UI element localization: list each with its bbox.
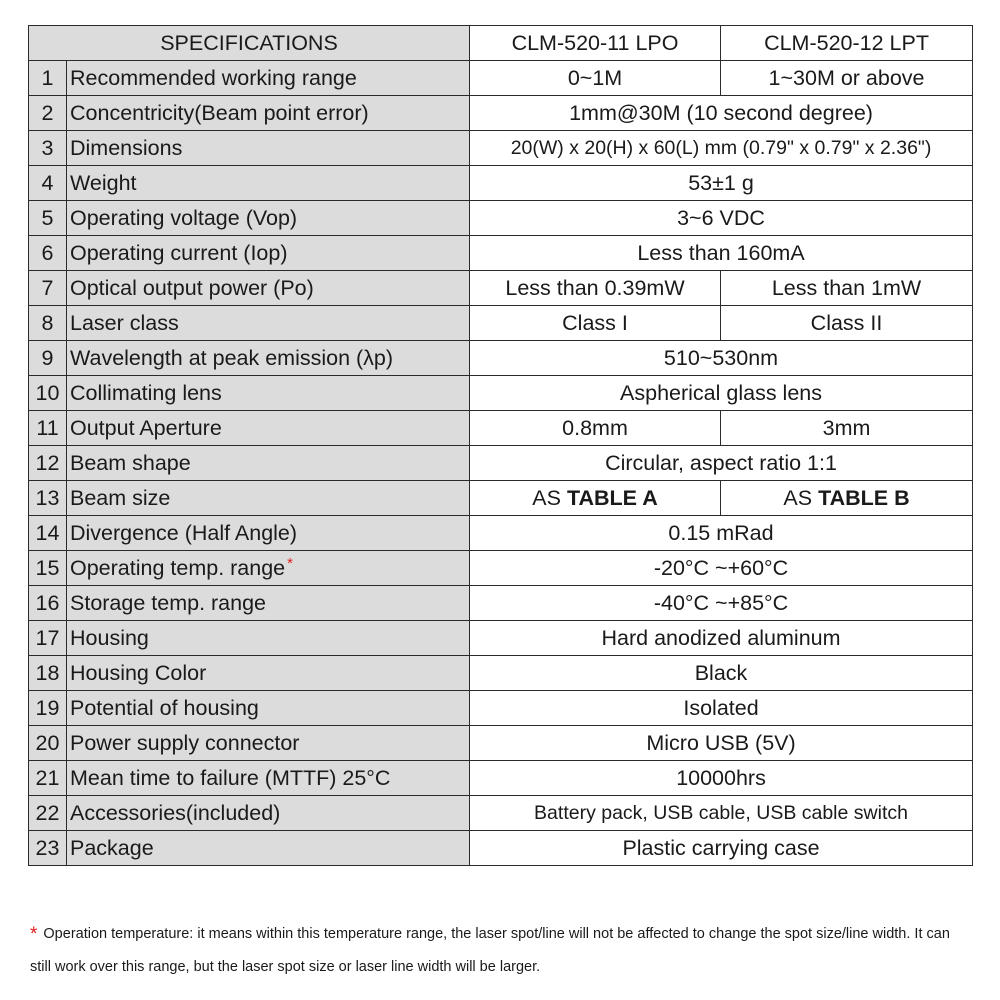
- row-number: 8: [29, 306, 67, 341]
- spec-label-text: Accessories(included): [70, 800, 281, 825]
- spec-value: 10000hrs: [470, 761, 973, 796]
- spec-label: [67, 271, 470, 306]
- spec-label-text: Power supply connector: [70, 730, 300, 755]
- spec-label-text: Divergence (Half Angle): [70, 520, 298, 545]
- spec-value: -40°C ~+85°C: [470, 586, 973, 621]
- row-number: 10: [29, 376, 67, 411]
- spec-row: [29, 166, 973, 201]
- row-number: 20: [29, 726, 67, 761]
- spec-label: [67, 166, 470, 201]
- spec-row: [29, 236, 973, 271]
- row-number: 3: [29, 131, 67, 166]
- spec-value-model-a: Less than 0.39mW: [470, 271, 721, 306]
- spec-label: [67, 586, 470, 621]
- spec-value-model-a: 0.8mm: [470, 411, 721, 446]
- row-number: 22: [29, 796, 67, 831]
- spec-row: [29, 726, 973, 761]
- footnote-text: Operation temperature: it means within this temperature range, the laser spot/line will not be affected to change the spot size/line width. It can still work over this range, but the laser spot size or laser line width will be larger.: [30, 926, 950, 975]
- spec-row: [29, 516, 973, 551]
- spec-value-prefix: AS: [783, 485, 813, 510]
- spec-value: -20°C ~+60°C: [470, 551, 973, 586]
- row-number: 23: [29, 831, 67, 866]
- row-number: 1: [29, 61, 67, 96]
- row-number: 6: [29, 236, 67, 271]
- spec-label: [67, 96, 470, 131]
- spec-label: [67, 201, 470, 236]
- spec-value: Plastic carrying case: [470, 831, 973, 866]
- spec-label: [67, 306, 470, 341]
- row-number: 17: [29, 621, 67, 656]
- spec-value-model-a: 0~1M: [470, 61, 721, 96]
- spec-label-text: Optical output power (Po): [70, 275, 314, 300]
- spec-label: [67, 236, 470, 271]
- spec-row: [29, 411, 973, 446]
- spec-row: [29, 201, 973, 236]
- header-row: [29, 26, 973, 61]
- row-number: 19: [29, 691, 67, 726]
- spec-row: [29, 761, 973, 796]
- spec-label: [67, 446, 470, 481]
- spec-row: [29, 341, 973, 376]
- footnote: [30, 918, 970, 983]
- spec-value: Black: [470, 656, 973, 691]
- footnote-star: *: [30, 924, 38, 945]
- spec-row: [29, 481, 973, 516]
- spec-label-text: Housing Color: [70, 660, 207, 685]
- spec-label-text: Storage temp. range: [70, 590, 267, 615]
- spec-value: 0.15 mRad: [470, 516, 973, 551]
- spec-row: [29, 551, 973, 586]
- spec-row: [29, 656, 973, 691]
- row-number: 13: [29, 481, 67, 516]
- spec-value: Isolated: [470, 691, 973, 726]
- spec-label-text: Operating temp. range: [70, 556, 286, 580]
- specifications-table: [28, 25, 973, 866]
- spec-label: [67, 341, 470, 376]
- spec-row: [29, 131, 973, 166]
- spec-value: 53±1 g: [470, 166, 973, 201]
- footnote-marker: *: [287, 555, 293, 572]
- spec-value-model-b: [721, 481, 973, 516]
- spec-value: Aspherical glass lens: [470, 376, 973, 411]
- spec-label: [67, 376, 470, 411]
- model-a-header: CLM-520-11 LPO: [470, 26, 721, 61]
- spec-label-text: Potential of housing: [70, 695, 259, 720]
- row-number: 4: [29, 166, 67, 201]
- spec-label: [67, 656, 470, 691]
- spec-label: [67, 61, 470, 96]
- spec-value-model-b: 3mm: [721, 411, 973, 446]
- spec-label-text: Collimating lens: [70, 380, 222, 405]
- spec-row: [29, 96, 973, 131]
- spec-value: 1mm@30M (10 second degree): [470, 96, 973, 131]
- spec-row: [29, 621, 973, 656]
- spec-value-model-b: Less than 1mW: [721, 271, 973, 306]
- spec-label-text: Operating current (Iop): [70, 240, 288, 265]
- spec-row: [29, 586, 973, 621]
- row-number: 15: [29, 551, 67, 586]
- spec-value-model-b: Class II: [721, 306, 973, 341]
- spec-label-text: Laser class: [70, 310, 179, 335]
- spec-value: Micro USB (5V): [470, 726, 973, 761]
- row-number: 5: [29, 201, 67, 236]
- spec-row: [29, 691, 973, 726]
- row-number: 21: [29, 761, 67, 796]
- spec-value: 3~6 VDC: [470, 201, 973, 236]
- spec-label-text: Weight: [70, 170, 137, 195]
- spec-value: 510~530nm: [470, 341, 973, 376]
- row-number: 14: [29, 516, 67, 551]
- spec-value: Hard anodized aluminum: [470, 621, 973, 656]
- spec-value-model-a: [470, 481, 721, 516]
- spec-label-text: Housing: [70, 625, 149, 650]
- spec-value-table-ref: TABLE A: [566, 485, 658, 510]
- spec-label-text: Concentricity(Beam point error): [70, 100, 369, 125]
- spec-row: [29, 271, 973, 306]
- spec-label-text: Wavelength at peak emission (λp): [70, 345, 394, 370]
- spec-value: Battery pack, USB cable, USB cable switch: [470, 796, 973, 831]
- row-number: 16: [29, 586, 67, 621]
- spec-label-text: Beam size: [70, 485, 171, 510]
- spec-label: [67, 131, 470, 166]
- spec-label-text: Package: [70, 835, 154, 860]
- spec-label: [67, 726, 470, 761]
- spec-value-model-a: Class I: [470, 306, 721, 341]
- spec-row: [29, 831, 973, 866]
- row-number: 7: [29, 271, 67, 306]
- spec-row: [29, 376, 973, 411]
- spec-row: [29, 446, 973, 481]
- spec-label-text: Output Aperture: [70, 415, 222, 440]
- spec-value: Less than 160mA: [470, 236, 973, 271]
- spec-label: [67, 551, 470, 586]
- row-number: 11: [29, 411, 67, 446]
- spec-label: [67, 831, 470, 866]
- spec-label: [67, 621, 470, 656]
- spec-label: [67, 691, 470, 726]
- specifications-header: SPECIFICATIONS: [29, 26, 470, 61]
- spec-label: [67, 481, 470, 516]
- row-number: 18: [29, 656, 67, 691]
- spec-label: [67, 796, 470, 831]
- spec-value-table-ref: TABLE B: [818, 485, 910, 510]
- spec-label-text: Dimensions: [70, 135, 183, 160]
- spec-label-text: Recommended working range: [70, 65, 357, 90]
- spec-row: [29, 306, 973, 341]
- spec-label-text: Operating voltage (Vop): [70, 205, 298, 230]
- spec-label-text: Beam shape: [70, 450, 191, 475]
- row-number: 12: [29, 446, 67, 481]
- row-number: 2: [29, 96, 67, 131]
- spec-label-text: Mean time to failure (MTTF) 25°C: [70, 765, 391, 790]
- spec-label: [67, 516, 470, 551]
- spec-label: [67, 761, 470, 796]
- row-number: 9: [29, 341, 67, 376]
- model-b-header: CLM-520-12 LPT: [721, 26, 973, 61]
- spec-value-model-b: 1~30M or above: [721, 61, 973, 96]
- spec-row: [29, 61, 973, 96]
- spec-value-prefix: AS: [532, 485, 561, 510]
- spec-value: 20(W) x 20(H) x 60(L) mm (0.79" x 0.79" x 2.36"): [470, 131, 973, 166]
- spec-row: [29, 796, 973, 831]
- spec-label: [67, 411, 470, 446]
- spec-value: Circular, aspect ratio 1:1: [470, 446, 973, 481]
